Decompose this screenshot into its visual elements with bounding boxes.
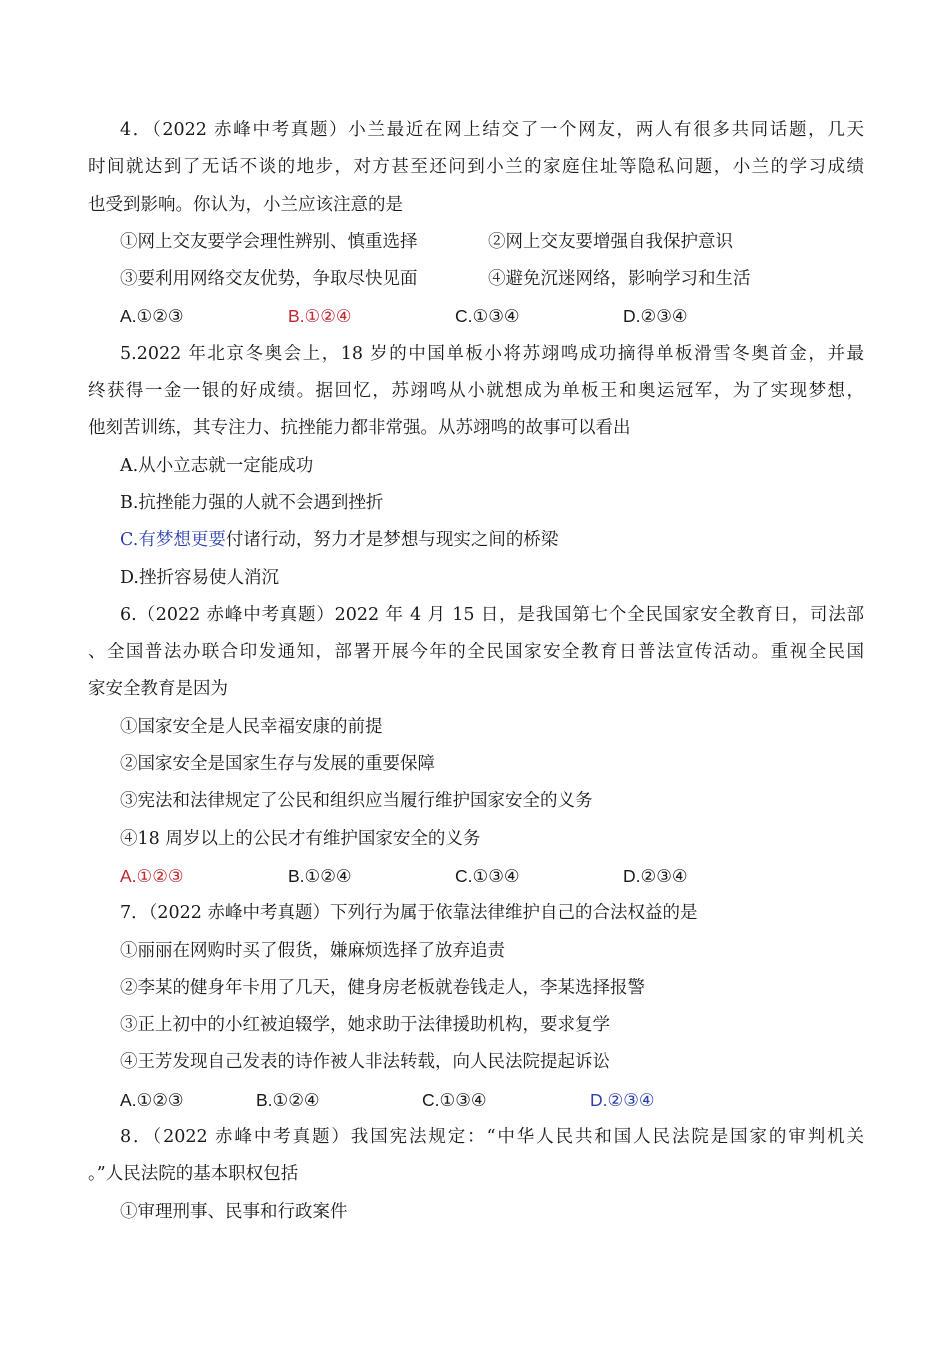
q7-statement-1: ①丽丽在网购时买了假货，嫌麻烦选择了放弃追责 (120, 940, 505, 961)
q6-stem-line-2: 、全国普法办联合印发通知，部署开展今年的全民国家安全教育日普法宣传活动。重视全民国 (88, 642, 864, 663)
q4-choices (88, 298, 864, 335)
q4-choice-b-answer: B.①②④ (288, 306, 352, 327)
q7-choice-d-answer: D.②③④ (590, 1089, 655, 1110)
q4-stem-line-1: 4．（2022 赤峰中考真题）小兰最近在网上结交了一个网友，两人有很多共同话题，几天 (120, 120, 864, 140)
q6-choice-d: D.②③④ (623, 865, 688, 886)
q7-statement-2: ②李某的健身年卡用了几天，健身房老板就卷钱走人，李某选择报警 (120, 977, 645, 998)
q5-choice-b: B.抗挫能力强的人就不会遇到挫折 (120, 492, 384, 513)
q4-statements-row-1 (88, 224, 864, 261)
q7-statement-3: ③正上初中的小红被迫辍学，她求助于法律援助机构，要求复学 (120, 1015, 610, 1036)
q8-stem-line-1: 8．（2022 赤峰中考真题）我国宪法规定：“中华人民共和国人民法院是国家的审判机关 (120, 1127, 864, 1148)
q7-statement-4: ④王芳发现自己发表的诗作被人非法转载，向人民法院提起诉讼 (120, 1052, 610, 1073)
q6-statement-4: ④18 周岁以上的公民才有维护国家安全的义务 (120, 828, 481, 849)
q4-choice-c: C.①③④ (455, 306, 520, 327)
q4-statement-4: ④避免沉迷网络，影响学习和生活 (488, 269, 751, 290)
q6-choice-c: C.①③④ (455, 865, 520, 886)
q7-choice-a: A.①②③ (120, 1089, 184, 1110)
q8-stem-line-2: 。”人民法院的基本职权包括 (88, 1164, 299, 1185)
q6-stem-line-3: 家安全教育是因为 (88, 679, 228, 700)
q4-statement-3: ③要利用网络交友优势，争取尽快见面 (120, 269, 418, 290)
q5-choice-a: A.从小立志就一定能成功 (120, 455, 314, 476)
q5-stem-line-1: 5.2022 年北京冬奥会上，18 岁的中国单板小将苏翊鸣成功摘得单板滑雪冬奥首金，并最 (120, 343, 864, 364)
q6-statement-2: ②国家安全是国家生存与发展的重要保障 (120, 754, 435, 775)
q6-choice-b: B.①②④ (288, 865, 352, 886)
q4-choice-a: A.①②③ (120, 306, 184, 327)
q7-choice-c: C.①③④ (422, 1089, 487, 1110)
document-page (88, 112, 864, 1231)
q5-stem-line-3: 他刻苦训练，其专注力、抗挫能力都非常强。从苏翊鸣的故事可以看出 (88, 418, 631, 439)
q6-choices (88, 858, 864, 895)
q5-choice-c-answer (88, 522, 864, 559)
q8-statement-1: ①审理刑事、民事和行政案件 (120, 1201, 348, 1222)
q4-stem-line-3: 也受到影响。你认为，小兰应该注意的是 (88, 194, 403, 215)
q6-choice-a-answer: A.①②③ (120, 865, 184, 886)
q7-choice-b: B.①②④ (256, 1089, 320, 1110)
q5-choice-c-rest: 付诸行动，努力才是梦想与现实之间的桥梁 (225, 530, 559, 551)
q4-statement-2: ②网上交友要增强自我保护意识 (488, 231, 733, 252)
q4-statements-row-2 (88, 261, 864, 298)
q4-choice-d: D.②③④ (623, 306, 688, 327)
q4-statement-1: ①网上交友要学会理性辨别、慎重选择 (120, 231, 418, 252)
q5-stem-line-2: 终获得一金一银的好成绩。据回忆，苏翊鸣从小就想成为单板王和奥运冠军，为了实现梦想， (88, 381, 864, 402)
q5-choice-c-highlight: C.有梦想更要 (120, 530, 226, 551)
q6-statement-1: ①国家安全是人民幸福安康的前提 (120, 716, 383, 737)
q6-stem-line-1: 6.（2022 赤峰中考真题）2022 年 4 月 15 日，是我国第七个全民国家安全教育日，司法部 (120, 604, 864, 625)
q5-choice-d: D.挫折容易使人消沉 (120, 567, 279, 588)
q6-statement-3: ③宪法和法律规定了公民和组织应当履行维护国家安全的义务 (120, 791, 593, 812)
q4-stem-line-2: 时间就达到了无话不谈的地步，对方甚至还问到小兰的家庭住址等隐私问题，小兰的学习成绩 (88, 157, 864, 178)
q7-choices (88, 1082, 864, 1119)
q7-stem-line-1: 7．（2022 赤峰中考真题）下列行为属于依靠法律维护自己的合法权益的是 (120, 903, 698, 924)
